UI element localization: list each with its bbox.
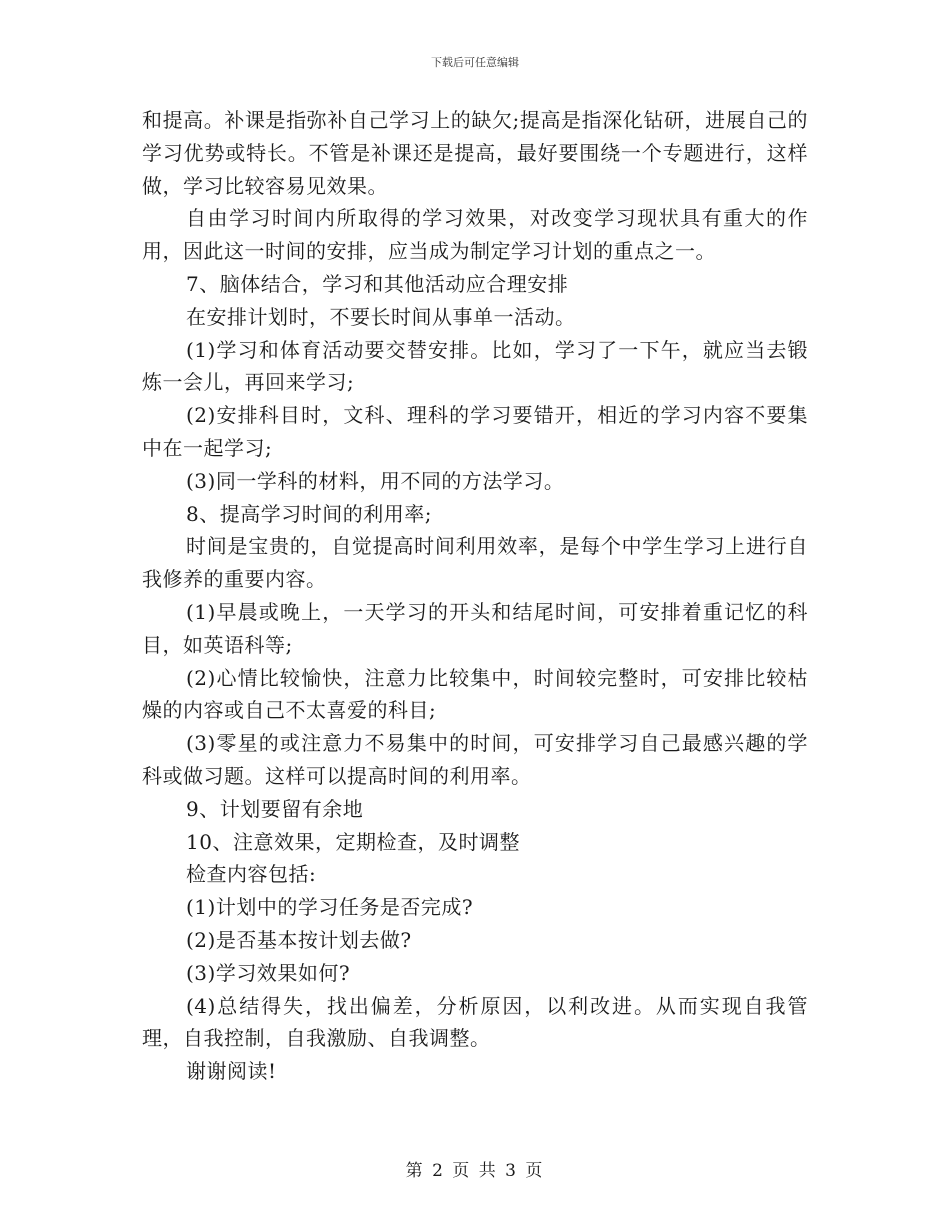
list-item: (2)安排科目时，文科、理科的学习要错开，相近的学习内容不要集中在一起学习; bbox=[142, 403, 808, 460]
document-body bbox=[142, 104, 808, 1088]
paragraph: 在安排计划时，不要长时间从事单一活动。 bbox=[186, 304, 576, 329]
paragraph: 检查内容包括: bbox=[186, 862, 317, 887]
list-item: (1)早晨或晚上，一天学习的开头和结尾时间，可安排着重记忆的科目，如英语科等; bbox=[142, 599, 808, 657]
paragraph: 时间是宝贵的，自觉提高时间利用效率，是每个中学生学习上进行自我修养的重要内容。 bbox=[142, 534, 808, 592]
section-heading: 8、提高学习时间的利用率; bbox=[186, 501, 432, 526]
list-item: (3)零星的或注意力不易集中的时间，可安排学习自己最感兴趣的学科或做习题。这样可以提高时间的利用率。 bbox=[142, 731, 808, 788]
list-item: (3)同一学科的材料，用不同的方法学习。 bbox=[186, 468, 565, 493]
list-item: (1)学习和体育活动要交替安排。比如，学习了一下午，就应当去锻炼一会儿，再回来学习; bbox=[142, 337, 808, 395]
list-item: (2)是否基本按计划去做? bbox=[186, 927, 412, 952]
section-heading: 7、脑体结合，学习和其他活动应合理安排 bbox=[186, 271, 569, 296]
list-item: (4)总结得失，找出偏差，分析原因，以利改进。从而实现自我管理，自我控制，自我激励、自我调整。 bbox=[142, 993, 808, 1051]
section-heading: 9、计划要留有余地 bbox=[186, 796, 364, 821]
closing-line: 谢谢阅读! bbox=[186, 1059, 277, 1084]
section-heading: 10、注意效果，定期检查，及时调整 bbox=[186, 829, 520, 854]
paragraph: 自由学习时间内所取得的学习效果，对改变学习现状具有重大的作用，因此这一时间的安排，应当成为制定学习计划的重点之一。 bbox=[142, 206, 808, 264]
paragraph: 和提高。补课是指弥补自己学习上的缺欠;提高是指深化钻研，进展自己的学习优势或特长。不管是补课还是提高，最好要围绕一个专题进行，这样做，学习比较容易见效果。 bbox=[142, 108, 808, 198]
list-item: (2)心情比较愉快，注意力比较集中，时间较完整时，可安排比较枯燥的内容或自己不太喜爱的科目; bbox=[142, 665, 808, 723]
list-item: (1)计划中的学习任务是否完成? bbox=[186, 895, 474, 920]
page-number: 第 2 页 共 3 页 bbox=[405, 1161, 545, 1181]
page-header: 下载后可任意编辑 bbox=[431, 56, 519, 69]
list-item: (3)学习效果如何? bbox=[186, 960, 351, 985]
